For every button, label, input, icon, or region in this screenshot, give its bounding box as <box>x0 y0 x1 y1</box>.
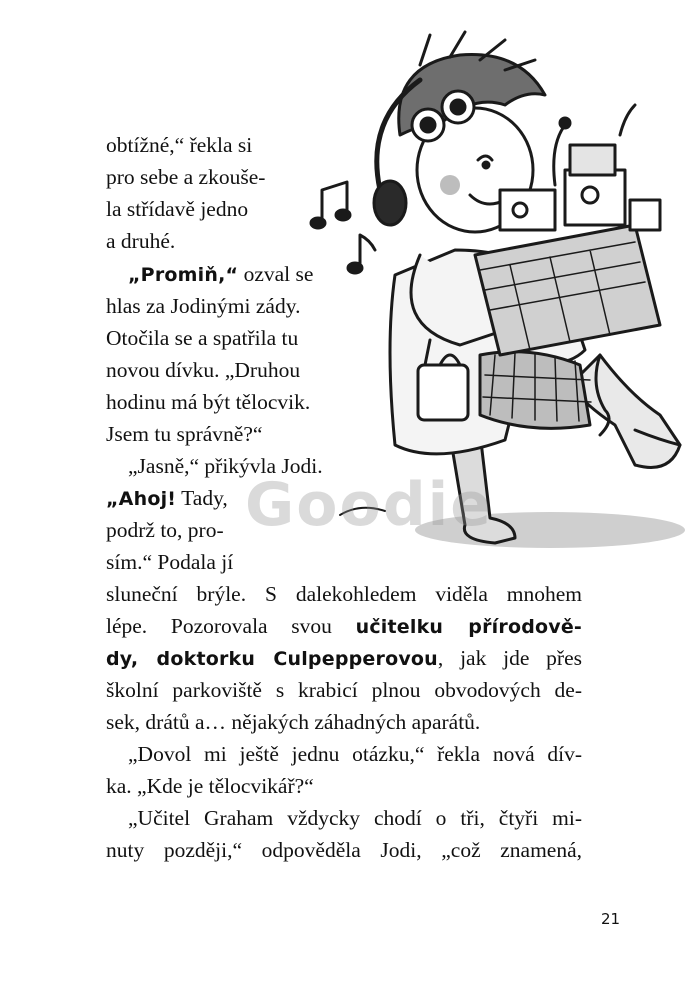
text-fragment: ozval se <box>243 262 314 286</box>
text-fragment: , jak jde přes <box>437 646 583 670</box>
text-line: podrž to, pro- <box>106 518 224 542</box>
text-fragment: lépe. Pozorovala svou <box>106 614 332 638</box>
emphasis-text: „Promiň,“ <box>128 264 239 286</box>
text-line: „Dovol mi ještě jednu otázku,“ řekla nová dív- <box>128 742 582 766</box>
text-line: Jsem tu správně?“ <box>106 422 263 446</box>
text-line: obtížné,“ řekla si <box>106 133 253 157</box>
emphasis-text: dy, doktorku Culpepperovou <box>106 648 438 670</box>
text-line: sluneční brýle. S dalekohledem viděla mnohem <box>106 582 582 606</box>
text-line: školní parkoviště s krabicí plnou obvodových de- <box>106 678 582 702</box>
page-number: 21 <box>601 910 621 928</box>
text-fragment: Tady, <box>181 486 228 510</box>
emphasis-text: „Ahoj! <box>106 488 177 510</box>
text-line: hodinu má být tělocvik. <box>106 390 311 414</box>
text-line: ka. „Kde je tělocvikář?“ <box>106 774 314 798</box>
text-line: sím.“ Podala jí <box>106 550 234 574</box>
text-line: „Učitel Graham vždycky chodí o tři, čtyři mi- <box>128 806 582 830</box>
emphasis-text: učitelku přírodově- <box>355 616 583 638</box>
text-line: a druhé. <box>106 229 176 253</box>
text-line <box>128 260 313 289</box>
text-line <box>106 612 582 641</box>
teacher-carrying-electronics-illustration <box>300 25 690 555</box>
text-line: „Jasně,“ přikývla Jodi. <box>128 454 323 478</box>
text-line <box>106 644 582 673</box>
text-line: novou dívku. „Druhou <box>106 358 301 382</box>
text-line: nuty později,“ odpověděla Jodi, „což znamená, <box>106 838 582 862</box>
text-line: pro sebe a zkouše- <box>106 165 266 189</box>
text-line <box>106 484 228 513</box>
text-line: sek, drátů a… nějakých záhadných aparátů. <box>106 710 481 734</box>
watermark: Goodie <box>245 470 493 540</box>
text-line: Otočila se a spatřila tu <box>106 326 299 350</box>
text-line: la střídavě jedno <box>106 197 249 221</box>
text-line: hlas za Jodinými zády. <box>106 294 301 318</box>
